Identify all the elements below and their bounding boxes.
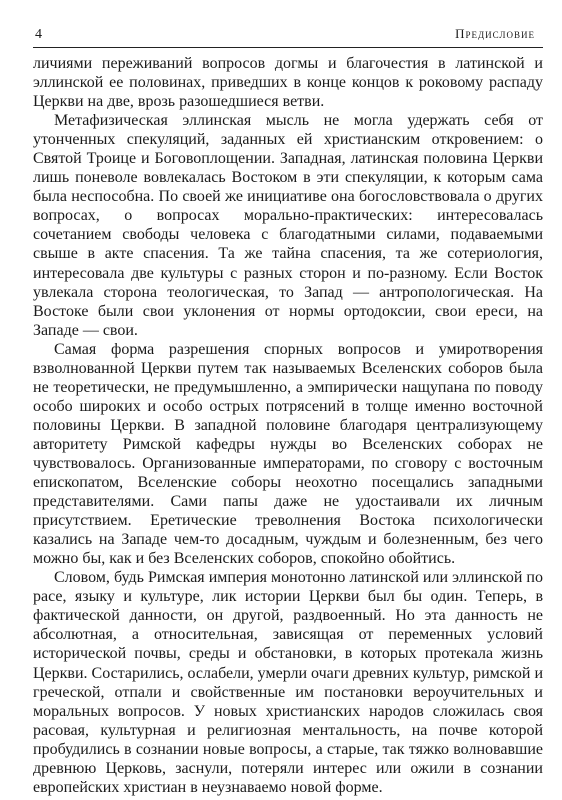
page-number: 4 xyxy=(35,27,43,42)
page-header xyxy=(33,26,543,48)
body-text xyxy=(33,54,543,797)
paragraph: Самая форма разрешения спорных вопросов и умиротворения взволнованной Церкви путем так называемых Вселенских соборов была не теоретически, не предумышленно, а эмпирически нащупана по поводу особо широких и особо острых потрясений в толще именно восточной половины Церкви. В западной половине благодаря централизующему авторитету Римской кафедры нужды во Вселенских соборах не чувствовалось. Организованные императорами, по сговору с восточным епископатом, Вселенские соборы неохотно посещались западными представителями. Сами папы даже не удостаивали их личным присутствием. Еретические треволнения Востока психологически казались на Западе чем-то досадным, чуждым и болезненным, без чего можно бы, как и без Вселенских соборов, спокойно обойтись. xyxy=(33,340,543,568)
running-title: Предисловие xyxy=(455,26,535,41)
paragraph: Словом, будь Римская империя монотонно латинской или эллинской по расе, языку и культуре, лик истории Церкви был бы один. Теперь, в фактической данности, он другой, раздвоенный. Но эта данность не абсолютная, а относительная, зависящая от переменных условий исторической почвы, среды и обстановки, в которых протекала жизнь Церкви. Состарились, ослабели, умерли очаги древних культур, римской и греческой, отпали и свойственные им постановки вероучительных и моральных вопросов. У новых христианских народов сложилась своя расовая, культурная и религиозная ментальность, на почве которой пробудились в сознании новые вопросы, а старые, так тяжко волновавшие древнюю Церковь, заснули, потеряли интерес или ожили в сознании европейских христиан в неузнаваемо новой форме. xyxy=(33,569,543,796)
paragraph-continuation: личиями переживаний вопросов догмы и благочестия в латинской и эллинской ее половинах, приведших в конце концов к роковому распаду Церкви на две, врозь разошедшиеся ветви. xyxy=(33,55,543,111)
paragraph: Метафизическая эллинская мысль не могла удержать себя от утонченных спекуляций, заданных ей христианским откровением: о Святой Троице и Боговоплощении. Западная, латинская половина Церкви лишь поневоле вовлекалась Востоком в эти спекуляции, к которым сама была неспособна. По своей же инициативе она богословствовала о других вопросах, о вопросах морально-практических: интересовалась сочетанием свободы человека с благодатными силами, подаваемыми свыше в акте спасения. Та же тайна спасения, та же сотериология, интересовала две культуры с разных сторон и по-разному. Если Восток увлекала сторона теологическая, то Запад — антропологическая. На Востоке были свои уклонения от нормы ортодоксии, свои ереси, на Западе — свои. xyxy=(33,112,543,339)
book-page xyxy=(33,26,543,797)
